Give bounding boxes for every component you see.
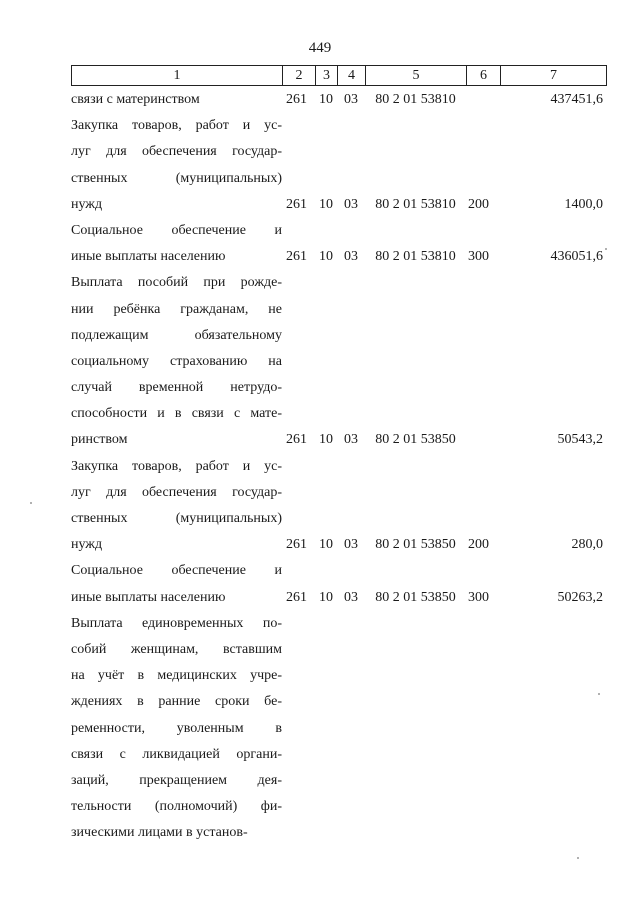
expense-type: [466, 611, 500, 847]
description-line: луг для обеспечения государ-: [71, 144, 282, 160]
table-row: [71, 454, 606, 559]
scan-speck: [577, 857, 579, 859]
row-description: [71, 611, 282, 847]
expense-type: [466, 87, 500, 113]
admin-code: 261: [286, 432, 307, 448]
expense-type: 300: [468, 249, 489, 265]
description-line: заций, прекращением дея-: [71, 772, 282, 788]
target-article: 80 2 01 53810: [375, 196, 456, 212]
section-code: 10: [319, 589, 333, 605]
header-col-3: 3: [316, 66, 338, 86]
admin-code: 261: [286, 589, 307, 605]
amount: [500, 611, 606, 847]
expense-type: 200: [468, 196, 489, 212]
section-code: [315, 611, 337, 847]
description-line: нужд: [71, 537, 103, 553]
target-article: 80 2 01 53810: [375, 249, 456, 265]
description-line: тельности (полномочий) фи-: [71, 799, 282, 815]
expense-type: 200: [468, 537, 489, 553]
header-col-6: 6: [467, 66, 501, 86]
header-col-7: 7: [501, 66, 607, 86]
section-code: 10: [319, 196, 333, 212]
table-row: [71, 611, 606, 847]
subsection-code: 03: [344, 589, 358, 605]
expense-type: 300: [468, 589, 489, 605]
description-line: Социальное обеспечение и: [71, 222, 282, 238]
description-line: иные выплаты населению: [71, 589, 226, 605]
subsection-code: [337, 611, 365, 847]
section-code: 10: [319, 537, 333, 553]
expense-type: [466, 270, 500, 453]
subsection-code: 03: [344, 92, 358, 107]
section-code: 10: [319, 249, 333, 265]
amount: 50263,2: [557, 589, 603, 605]
budget-table: [71, 87, 606, 846]
subsection-code: 03: [344, 249, 358, 265]
amount: 50543,2: [557, 432, 603, 448]
table-row: [71, 558, 606, 610]
scan-speck: [605, 248, 607, 250]
amount: 436051,6: [550, 249, 603, 265]
description-line: нии ребёнка гражданам, не: [71, 301, 282, 317]
amount: 280,0: [571, 537, 603, 553]
admin-code: 261: [286, 249, 307, 265]
admin-code: 261: [286, 196, 307, 212]
table-row: [71, 270, 606, 453]
description-line: Социальное обеспечение и: [71, 563, 282, 579]
description-line: на учёт в медицинских учре-: [71, 668, 282, 684]
description-line: Выплата пособий при рожде-: [71, 275, 282, 291]
description-line: связи с материнством: [71, 92, 200, 108]
description-line: ственных (муниципальных): [71, 511, 282, 527]
description-line: иные выплаты населению: [71, 249, 226, 265]
scan-speck: [598, 693, 600, 695]
admin-code: 261: [286, 92, 307, 107]
amount: 1400,0: [564, 196, 603, 212]
description-line: ринством: [71, 432, 128, 448]
description-line: Выплата единовременных по-: [71, 615, 282, 631]
amount: 437451,6: [550, 92, 603, 107]
target-article: 80 2 01 53850: [375, 537, 456, 553]
row-description: [71, 87, 282, 113]
description-line: Закупка товаров, работ и ус-: [71, 458, 282, 474]
admin-code: 261: [286, 537, 307, 553]
description-line: социальному страхованию на: [71, 353, 282, 369]
header-col-1: 1: [72, 66, 283, 86]
description-line: ременности, уволенным в: [71, 720, 282, 736]
scan-speck: [30, 502, 32, 504]
description-line: случай временной нетрудо-: [71, 380, 282, 396]
description-line: связи с ликвидацией органи-: [71, 746, 282, 762]
row-description: [71, 454, 282, 559]
description-line: ждениях в ранние сроки бе-: [71, 694, 282, 710]
row-description: [71, 558, 282, 610]
admin-code: [282, 611, 315, 847]
target-article: 80 2 01 53850: [375, 432, 456, 448]
target-article: 80 2 01 53810: [375, 92, 456, 107]
subsection-code: 03: [344, 196, 358, 212]
description-line: луг для обеспечения государ-: [71, 484, 282, 500]
target-article: [365, 611, 466, 847]
target-article: 80 2 01 53850: [375, 589, 456, 605]
description-line: подлежащим обязательному: [71, 327, 282, 343]
row-description: [71, 218, 282, 270]
description-line: собий женщинам, вставшим: [71, 641, 282, 657]
description-line: Закупка товаров, работ и ус-: [71, 118, 282, 134]
subsection-code: 03: [344, 432, 358, 448]
header-col-2: 2: [283, 66, 316, 86]
row-description: [71, 270, 282, 453]
header-col-5: 5: [366, 66, 467, 86]
table-row: [71, 113, 606, 218]
section-code: 10: [319, 432, 333, 448]
page-number: 449: [308, 40, 332, 56]
header-col-4: 4: [338, 66, 366, 86]
table-row: [71, 218, 606, 270]
column-header-row: [71, 65, 607, 86]
subsection-code: 03: [344, 537, 358, 553]
table-row: [71, 87, 606, 113]
row-description: [71, 113, 282, 218]
description-line: нужд: [71, 196, 103, 212]
section-code: 10: [319, 92, 333, 107]
description-line: зическими лицами в установ-: [71, 825, 248, 841]
description-line: ственных (муниципальных): [71, 170, 282, 186]
description-line: способности и в связи с мате-: [71, 406, 282, 422]
